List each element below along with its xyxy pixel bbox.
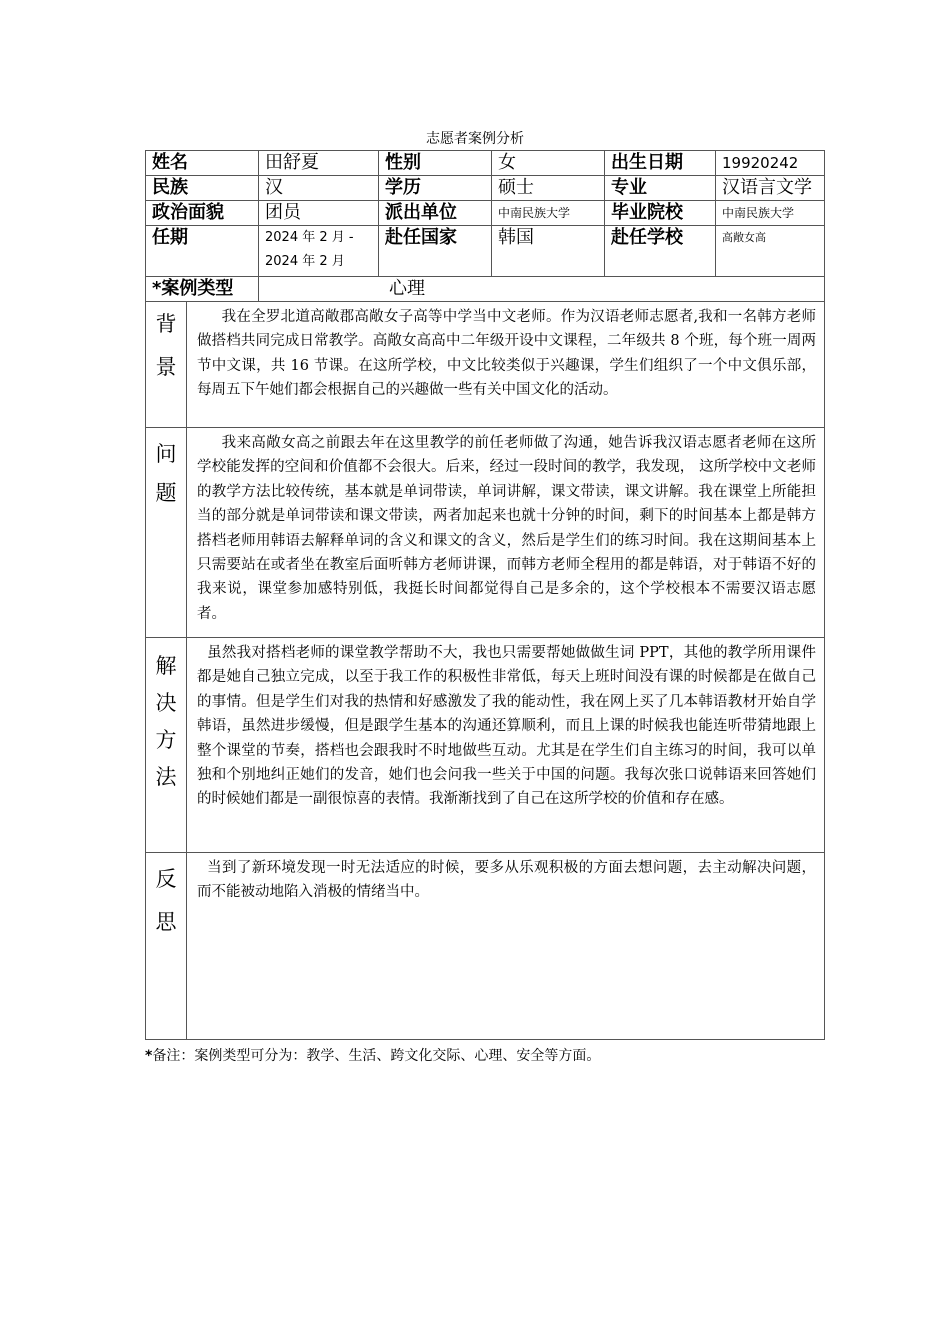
- ethnic-value: 汉: [259, 176, 379, 201]
- graduate-value: 中南民族大学: [716, 201, 825, 226]
- document-title: 志愿者案例分析: [426, 131, 524, 147]
- school-value: 高敞女高: [716, 226, 825, 277]
- birth-value: 19920242: [716, 151, 825, 176]
- case-form-table: [145, 150, 825, 1040]
- background-text: 我在全罗北道高敞郡高敞女子高等中学当中文老师。作为汉语老师志愿者,我和一名韩方老师做搭档共同完成日常教学。高敞女高高中二年级开设中文课程，二年级共 8 个班，每个班一周两节中文课，共 16 节课。在这所学校，中文比较类似于兴趣课，学生们组织了一个中文俱乐部，每周五下午她们都会根据自己的兴趣做一些有关中国文化的活动。: [187, 302, 825, 428]
- solution-text: 虽然我对搭档老师的课堂教学帮助不大，我也只需要帮她做做生词 PPT，其他的教学所用课件都是她自己独立完成，以至于我工作的积极性非常低，每天上班时间没有课的时候都是在做自己的事情。但是学生们对我的热情和好感激发了我的能动性，我在网上买了几本韩语教材开始自学韩语，虽然进步缓慢，但是跟学生基本的沟通还算顺利，而且上课的时候我也能连听带猜地跟上整个课堂的节奏，搭档也会跟我时不时地做些互动。尤其是在学生们自主练习的时间，我可以单独和个别地纠正她们的发音，她们也会问我一些关于中国的问题。我每次张口说韩语来回答她们的时候她们都是一副很惊喜的表情。我渐渐找到了自己在这所学校的价值和存在感。: [187, 638, 825, 853]
- political-value: 团员: [259, 201, 379, 226]
- footnote-text: 备注：案例类型可分为：教学、生活、跨文化交际、心理、安全等方面。: [152, 1048, 601, 1064]
- row-name: [146, 151, 825, 176]
- row-case-type: [146, 277, 825, 302]
- political-label: 政治面貌: [146, 201, 259, 226]
- problem-heading: 问 题: [146, 428, 187, 638]
- major-label: 专业: [605, 176, 716, 201]
- name-label: 姓名: [146, 151, 259, 176]
- term-end: 2024 年 2 月: [265, 254, 345, 269]
- dispatch-label: 派出单位: [379, 201, 492, 226]
- gender-label: 性别: [379, 151, 492, 176]
- reflection-heading: 反 思: [146, 853, 187, 1040]
- footnote: [145, 1045, 600, 1065]
- reflection-text: 当到了新环境发现一时无法适应的时候，要多从乐观积极的方面去想问题，去主动解决问题，而不能被动地陷入消极的情绪当中。: [187, 853, 825, 1040]
- section-background: [146, 302, 825, 428]
- ethnic-label: 民族: [146, 176, 259, 201]
- section-solution: [146, 638, 825, 853]
- background-heading: 背 景: [146, 302, 187, 428]
- case-type-label: *案例类型: [146, 277, 259, 302]
- footnote-mark: *: [145, 1048, 153, 1064]
- major-value: 汉语言文学: [716, 176, 825, 201]
- term-label: 任期: [146, 226, 259, 277]
- school-label: 赴任学校: [605, 226, 716, 277]
- education-label: 学历: [379, 176, 492, 201]
- country-label: 赴任国家: [379, 226, 492, 277]
- gender-value: 女: [492, 151, 605, 176]
- section-reflection: [146, 853, 825, 1040]
- row-ethnic: [146, 176, 825, 201]
- name-value: 田舒夏: [259, 151, 379, 176]
- row-term: [146, 226, 825, 277]
- term-value: [259, 226, 379, 277]
- dispatch-value: 中南民族大学: [492, 201, 605, 226]
- row-political: [146, 201, 825, 226]
- education-value: 硕士: [492, 176, 605, 201]
- graduate-label: 毕业院校: [605, 201, 716, 226]
- country-value: 韩国: [492, 226, 605, 277]
- birth-label: 出生日期: [605, 151, 716, 176]
- term-start: 2024 年 2 月 -: [265, 230, 354, 245]
- problem-text: 我来高敞女高之前跟去年在这里教学的前任老师做了沟通，她告诉我汉语志愿者老师在这所学校能发挥的空间和价值都不会很大。后来，经过一段时间的教学，我发现， 这所学校中文老师的教学方法比较传统，基本就是单词带读，单词讲解，课文带读，课文讲解。我在课堂上所能担当的部分就是单词带读和课文带读，两者加起来也就十分钟的时间，剩下的时间基本上都是韩方搭档老师用韩语去解释单词的含义和课文的含义，然后是学生们的练习时间。我在这期间基本上只需要站在或者坐在教室后面听韩方老师讲课，而韩方老师全程用的都是韩语，对于韩语不好的我来说，课堂参加感特别低，我挺长时间都觉得自己是多余的，这个学校根本不需要汉语志愿者。: [187, 428, 825, 638]
- solution-heading: 解 决 方 法: [146, 638, 187, 853]
- case-type-value: 心理: [259, 277, 825, 302]
- section-problem: [146, 428, 825, 638]
